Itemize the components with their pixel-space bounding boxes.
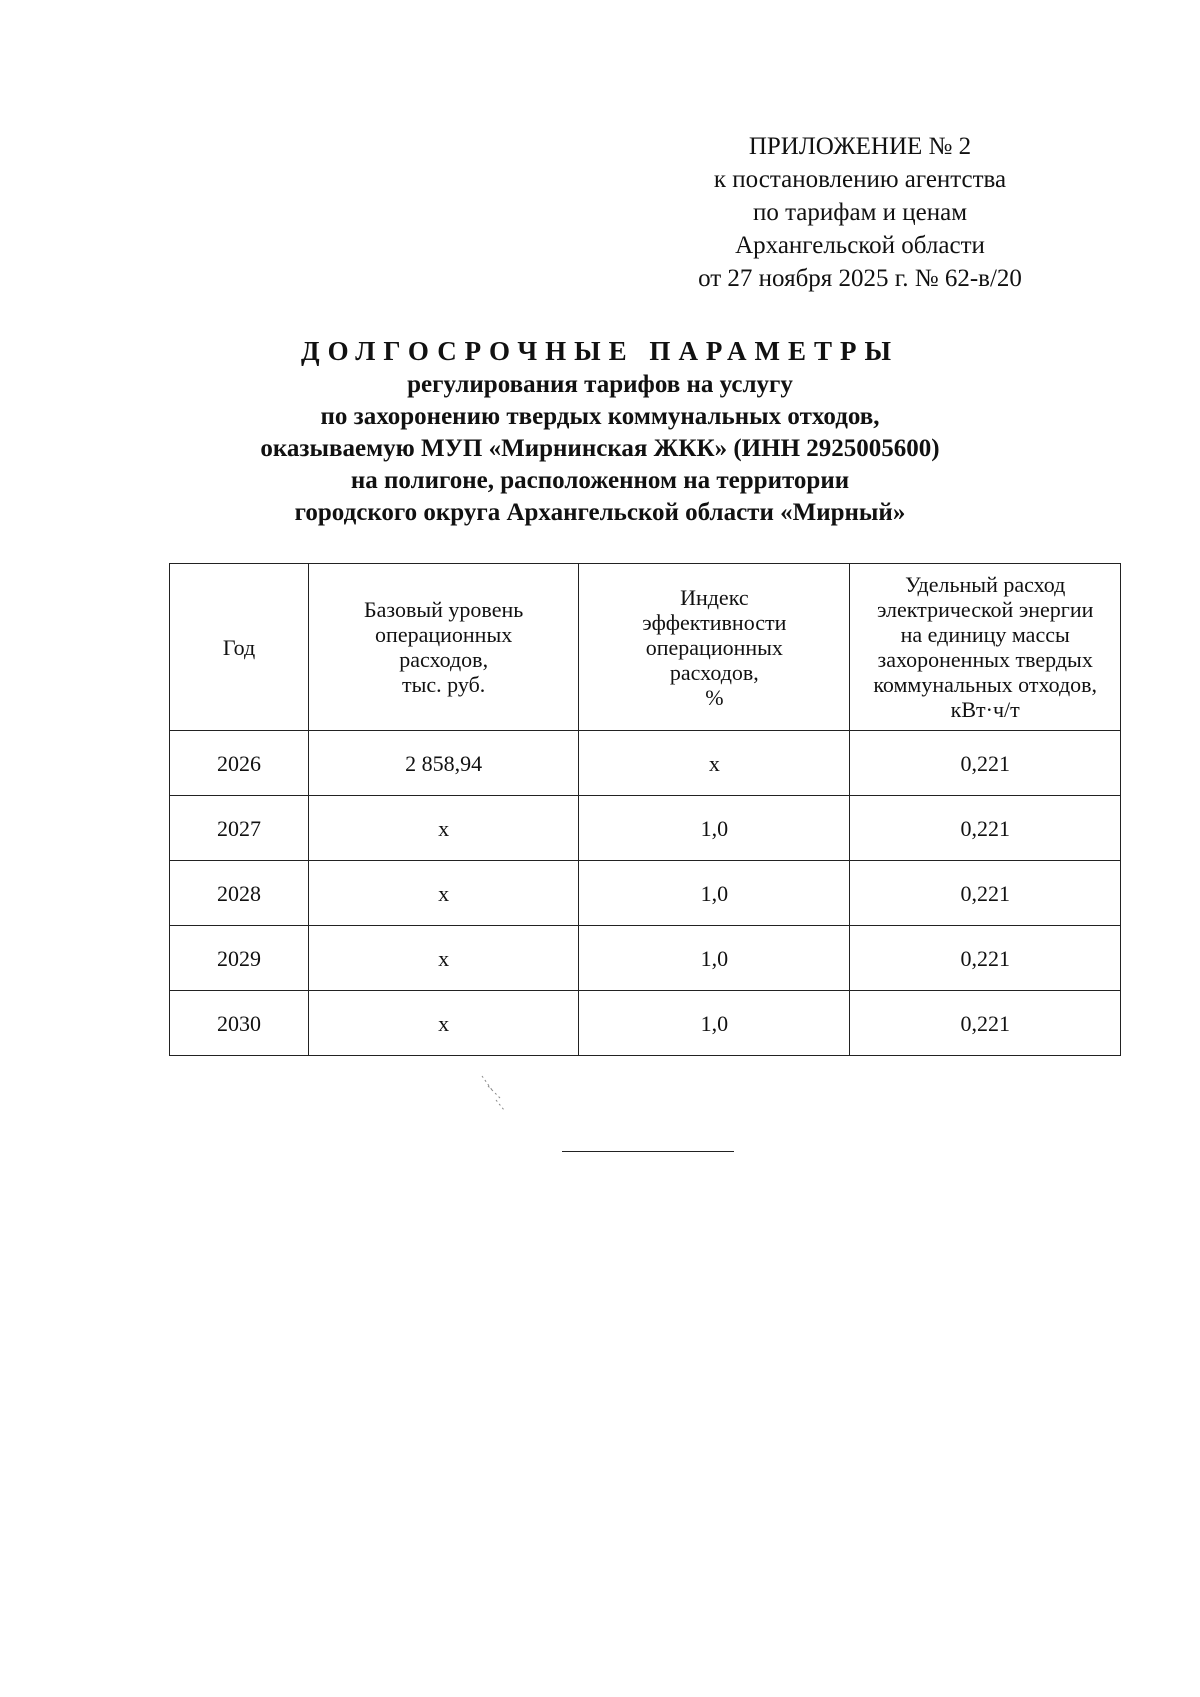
table-row (170, 861, 1121, 926)
header-energy-line: кВт·ч/т (950, 697, 1020, 722)
title-sub-line: на полигоне, расположенном на территории (350, 467, 850, 494)
title-sub-line: оказываемую МУП «Мирнинская ЖКК» (ИНН 2925005600) (260, 435, 940, 462)
cell-base-level: 2 858,94 (308, 731, 578, 796)
header-index-line: расходов, (669, 659, 759, 685)
cell-year: 2030 (170, 991, 309, 1056)
cell-year: 2028 (170, 861, 309, 926)
header-index-line: эффективности (642, 609, 787, 635)
header-energy-line: электрической энергии (877, 597, 1094, 622)
header-energy-line: захороненных твердых (877, 647, 1093, 672)
header-energy-line: коммунальных отходов, (873, 672, 1098, 697)
end-divider (562, 1151, 734, 1152)
cell-year: 2026 (170, 731, 309, 796)
header-base-line: тыс. руб. (402, 672, 486, 697)
title-sub-line: городского округа Архангельской области «Мирный» (294, 499, 906, 526)
appendix-agency: по тарифам и ценам (752, 199, 968, 226)
table-row (170, 731, 1121, 796)
title-main: ДОЛГОСРОЧНЫЕ ПАРАМЕТРЫ (301, 336, 899, 366)
cell-base-level: х (308, 796, 578, 861)
header-base-level (308, 564, 578, 731)
title-sub-line: регулирования тарифов на услугу (407, 371, 793, 398)
header-energy-line: Удельный расход (905, 572, 1066, 597)
cell-base-level: х (308, 926, 578, 991)
table-row (170, 991, 1121, 1056)
header-energy-consumption (850, 564, 1121, 731)
cell-efficiency-index: 1,0 (579, 796, 850, 861)
scan-artifact (478, 1072, 518, 1112)
header-base-line: Базовый уровень (364, 597, 524, 622)
cell-energy-consumption: 0,221 (850, 731, 1121, 796)
appendix-reference: к постановлению агентства (713, 166, 1007, 193)
cell-energy-consumption: 0,221 (850, 991, 1121, 1056)
title-sub-line: по захоронению твердых коммунальных отходов, (320, 403, 880, 430)
appendix-number: ПРИЛОЖЕНИЕ № 2 (748, 133, 972, 160)
cell-base-level: х (308, 991, 578, 1056)
table-header-row (170, 564, 1121, 731)
cell-base-level: х (308, 861, 578, 926)
appendix-date-number: от 27 ноября 2025 г. № 62-в/20 (698, 265, 1022, 292)
header-index-line: операционных (645, 634, 783, 660)
table-row (170, 926, 1121, 991)
cell-energy-consumption: 0,221 (850, 861, 1121, 926)
header-year (170, 564, 309, 731)
cell-efficiency-index: 1,0 (579, 926, 850, 991)
cell-efficiency-index: 1,0 (579, 991, 850, 1056)
cell-energy-consumption: 0,221 (850, 926, 1121, 991)
header-efficiency-index (579, 564, 850, 731)
header-base-line: операционных (375, 622, 513, 647)
cell-efficiency-index: 1,0 (579, 861, 850, 926)
header-base-line: расходов, (399, 647, 489, 672)
cell-energy-consumption: 0,221 (850, 796, 1121, 861)
parameters-table (169, 563, 1121, 1056)
appendix-region: Архангельской области (735, 232, 985, 259)
document-title (150, 333, 1050, 529)
cell-year: 2027 (170, 796, 309, 861)
appendix-header (660, 130, 1060, 295)
cell-year: 2029 (170, 926, 309, 991)
title-subtitle (150, 369, 1050, 529)
cell-efficiency-index: х (579, 731, 850, 796)
header-index-line: Индекс (680, 584, 749, 610)
header-energy-line: на единицу массы (900, 622, 1070, 647)
header-index-line: % (705, 684, 724, 710)
header-year-text: Год (222, 634, 256, 660)
table-row (170, 796, 1121, 861)
